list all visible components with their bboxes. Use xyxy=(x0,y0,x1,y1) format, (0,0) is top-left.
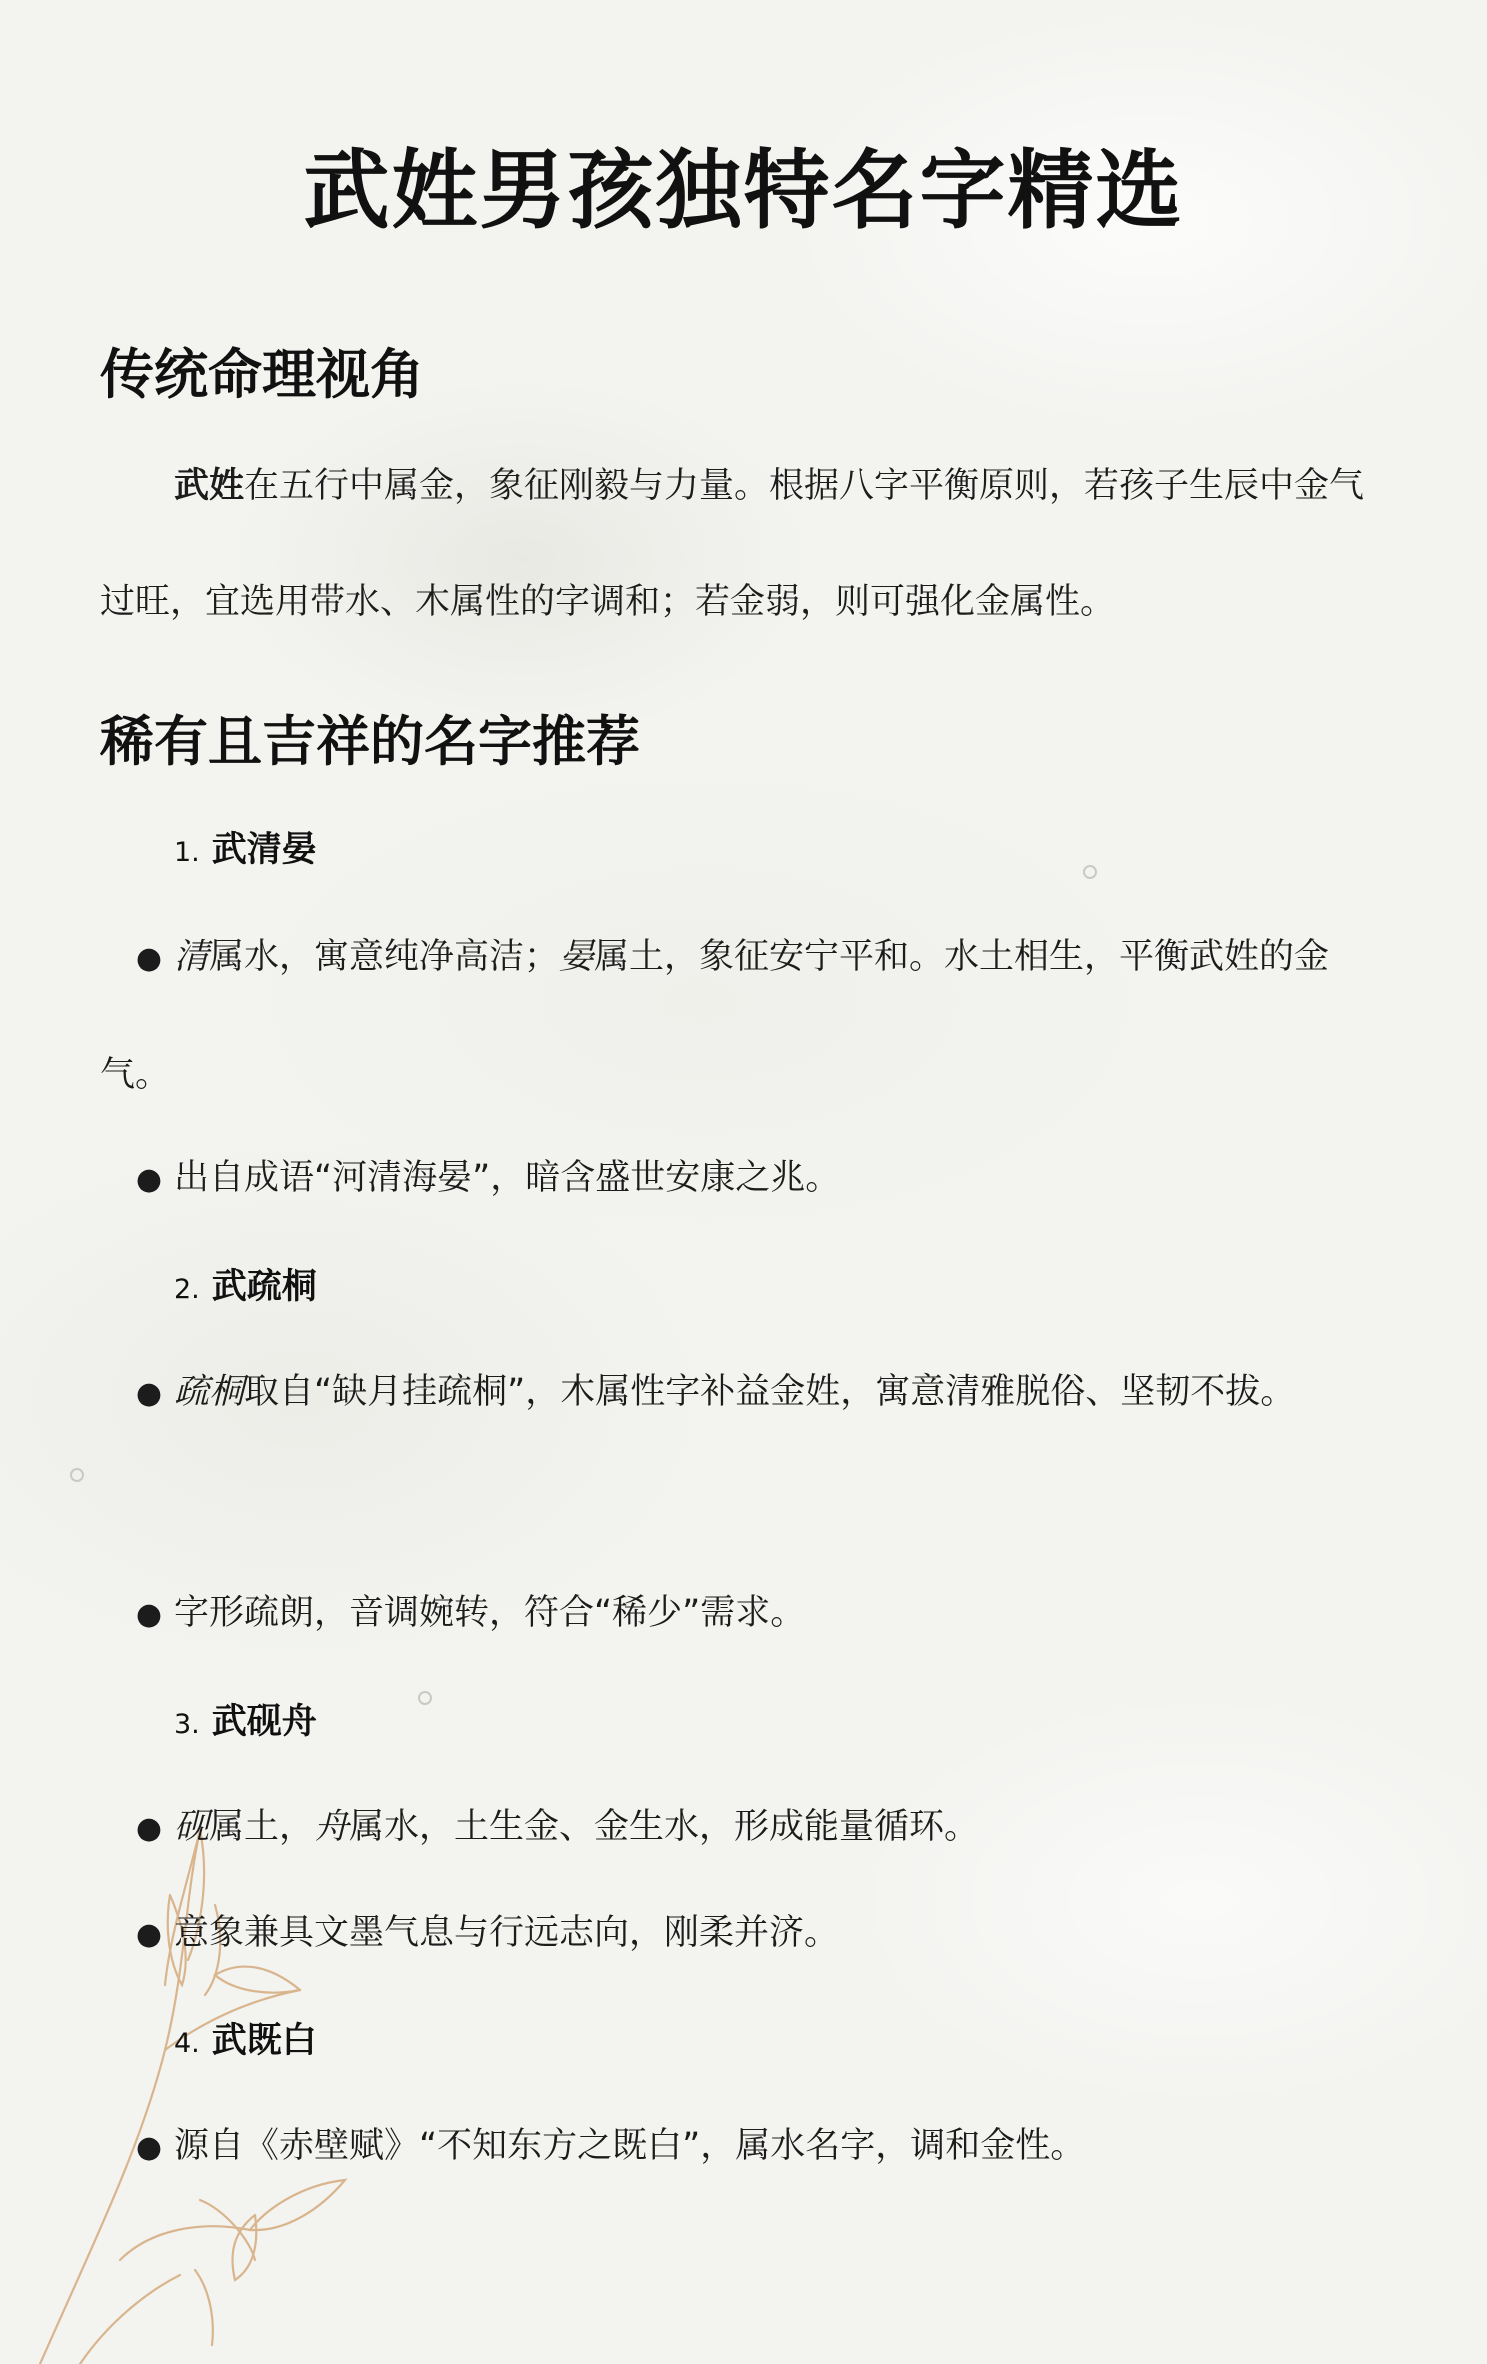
bullet-text: 字形疏朗，音调婉转，符合“稀少”需求。 xyxy=(174,1593,806,1633)
intro-lead: 武姓 xyxy=(174,466,245,506)
bullet-dot-icon: ● xyxy=(135,1917,162,1952)
section-heading-tradition: 传统命理视角 xyxy=(100,343,424,406)
bullet-text: 意象兼具文墨气息与行远志向，刚柔并济。 xyxy=(174,1913,840,1953)
name-char: 晏 xyxy=(559,937,595,977)
bullet-dot-icon: ● xyxy=(135,1376,162,1411)
bullet-dot-icon: ● xyxy=(135,941,162,976)
intro-text: 在五行中属金，象征刚毅与力量。根据八字平衡原则，若孩子生辰中金气过旺，宜选用带水、木属性的字调和；若金弱，则可强化金属性。 xyxy=(100,466,1365,622)
name-char: 砚 xyxy=(174,1807,210,1847)
name-item-2 xyxy=(174,1262,317,1315)
list-item xyxy=(100,1875,1365,1993)
bullet-text: 属土， xyxy=(209,1807,315,1847)
bullet-text: 取自“缺月挂疏桐”，木属性字补益金姓，寓意清雅脱俗、坚韧不拔。 xyxy=(244,1372,1296,1412)
name-char: 疏桐 xyxy=(174,1372,245,1412)
list-item xyxy=(100,1334,1365,1452)
bullet-text: 出自成语“河清海晏”，暗含盛世安康之兆。 xyxy=(174,1158,841,1198)
name-number: 1. xyxy=(174,837,200,868)
bullet-text: 属水，寓意纯净高洁； xyxy=(209,937,560,977)
name-item-3 xyxy=(174,1697,317,1750)
name-char: 清 xyxy=(174,937,210,977)
bullet-dot-icon: ● xyxy=(135,1811,162,1846)
name-title: 武既白 xyxy=(211,2021,317,2061)
intro-paragraph xyxy=(100,428,1365,660)
name-number: 2. xyxy=(174,1274,200,1305)
name-title: 武清晏 xyxy=(211,830,317,870)
list-item xyxy=(100,1555,1365,1673)
list-item xyxy=(100,1120,1365,1238)
name-char: 舟 xyxy=(314,1807,350,1847)
bullet-text: 源自《赤壁赋》“不知东方之既白”，属水名字，调和金性。 xyxy=(174,2126,1086,2166)
bullet-dot-icon: ● xyxy=(135,2130,162,2165)
page-title: 武姓男孩独特名字精选 xyxy=(303,141,1184,241)
name-number: 4. xyxy=(174,2028,200,2059)
name-item-1 xyxy=(174,825,317,878)
name-item-4 xyxy=(174,2016,317,2069)
name-title: 武砚舟 xyxy=(211,1702,317,1742)
list-item xyxy=(100,2088,1365,2206)
bullet-dot-icon: ● xyxy=(135,1162,162,1197)
bullet-text: 属水，土生金、金生水，形成能量循环。 xyxy=(349,1807,980,1847)
list-item xyxy=(100,1769,1365,1887)
list-item xyxy=(100,899,1365,1133)
name-title: 武疏桐 xyxy=(211,1267,317,1307)
section-heading-recommendations: 稀有且吉祥的名字推荐 xyxy=(100,710,640,773)
bullet-text: 属土，象征安宁平和。水土相生，平衡武姓的金气。 xyxy=(100,937,1330,1095)
name-number: 3. xyxy=(174,1709,200,1740)
bullet-dot-icon: ● xyxy=(135,1597,162,1632)
